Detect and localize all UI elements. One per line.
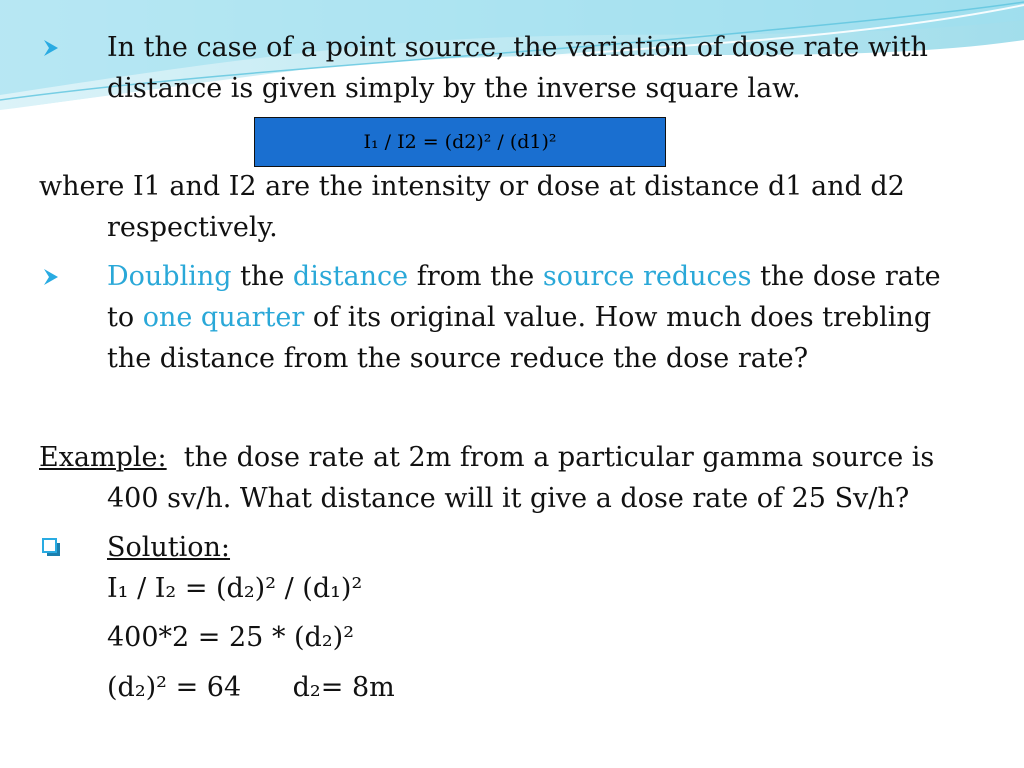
bullet2-line1 bbox=[107, 256, 941, 297]
solution-label: Solution: bbox=[107, 532, 231, 563]
example-text: the dose rate at 2m from a particular gamma source is bbox=[166, 442, 935, 473]
where-line1: where I1 and I2 are the intensity or dose at distance d1 and d2 bbox=[39, 171, 905, 202]
formula-box: I₁ / I2 = (d2)² / (d1)² bbox=[254, 117, 666, 167]
text-segment: the dose rate bbox=[751, 261, 941, 292]
highlight-doubling: Doubling bbox=[107, 261, 232, 292]
text-segment: from the bbox=[408, 261, 543, 292]
highlight-distance: distance bbox=[292, 261, 409, 292]
where-line2: respectively. bbox=[107, 212, 278, 243]
text-segment: to bbox=[107, 302, 143, 333]
arrow-bullet-icon bbox=[40, 37, 62, 59]
highlight-one-quarter: one quarter bbox=[142, 302, 305, 333]
bullet2-line2 bbox=[107, 297, 931, 338]
solution-eq1: I₁ / I₂ = (d₂)² / (d₁)² bbox=[107, 573, 363, 604]
text-segment: of its original value. How much does trebling bbox=[304, 302, 932, 333]
example-label: Example: bbox=[39, 442, 167, 473]
bullet1-line1: In the case of a point source, the variation of dose rate with bbox=[107, 32, 928, 63]
solution-eq3: (d₂)² = 64 d₂= 8m bbox=[107, 672, 395, 703]
text-segment: the bbox=[231, 261, 293, 292]
example-line2: 400 sv/h. What distance will it give a dose rate of 25 Sv/h? bbox=[107, 483, 910, 514]
bullet1-line2: distance is given simply by the inverse square law. bbox=[107, 73, 801, 104]
bullet2-line3: the distance from the source reduce the dose rate? bbox=[107, 343, 809, 374]
highlight-source-reduces: source reduces bbox=[542, 261, 752, 292]
example-line1 bbox=[39, 437, 934, 478]
arrow-bullet-icon bbox=[40, 266, 62, 288]
solution-eq2: 400*2 = 25 * (d₂)² bbox=[107, 622, 355, 653]
checkbox-bullet-icon bbox=[40, 536, 62, 558]
